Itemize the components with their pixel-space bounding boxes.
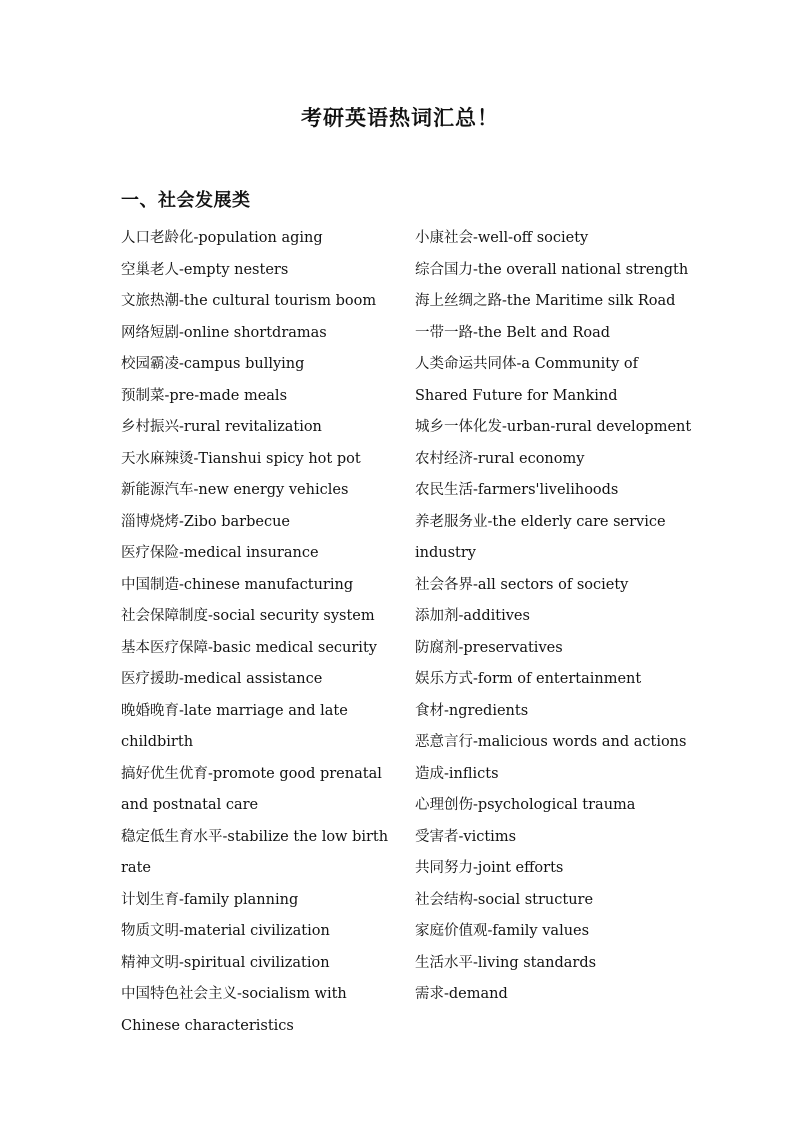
term-line: 社会各界-all sectors of society — [415, 576, 629, 593]
term-line: 晚婚晚育-late marriage and late — [121, 702, 348, 719]
term-line: 网络短剧-online shortdramas — [121, 324, 327, 341]
term-line: 心理创伤-psychological trauma — [415, 797, 636, 813]
term-line: 农民生活-farmers'livelihoods — [415, 482, 619, 498]
page-title: 考研英语热词汇总！ — [301, 105, 499, 130]
term-line: 物质文明-material civilization — [121, 923, 330, 939]
term-line: 中国特色社会主义-socialism with — [121, 986, 347, 1002]
term-line: 一带一路-the Belt and Road — [415, 324, 611, 341]
term-line: 添加剂-additives — [415, 608, 530, 624]
term-line: industry — [415, 545, 476, 561]
term-line: 空巢老人-empty nesters — [121, 261, 289, 278]
left-term-column — [121, 223, 396, 1042]
term-line: 淄博烧烤-Zibo barbecue — [121, 513, 290, 530]
term-line: 计划生育-family planning — [121, 891, 299, 908]
term-line: rate — [121, 860, 151, 876]
term-line: 精神文明-spiritual civilization — [121, 954, 330, 971]
term-line: 受害者-victims — [415, 828, 517, 845]
term-line: 社会结构-social structure — [415, 891, 594, 908]
term-line: 乡村振兴-rural revitalization — [121, 419, 322, 435]
term-line: 文旅热潮-the cultural tourism boom — [121, 293, 377, 309]
term-line: Chinese characteristics — [121, 1017, 294, 1034]
term-line: 校园霸凌-campus bullying — [121, 356, 305, 372]
term-line: 食材-ngredients — [415, 702, 529, 719]
term-line: 生活水平-living standards — [415, 954, 597, 971]
section-heading: 一、社会发展类 — [121, 190, 251, 211]
right-term-column — [415, 223, 705, 1011]
term-line: 需求-demand — [415, 986, 508, 1002]
term-line: 恶意言行-malicious words and actions — [415, 734, 687, 750]
term-line: 防腐剂-preservatives — [415, 639, 563, 656]
term-line: 社会保障制度-social security system — [121, 608, 375, 624]
term-line: 城乡一体化发-urban-rural development — [415, 419, 692, 435]
term-line: 综合国力-the overall national strength — [415, 261, 689, 278]
term-line: 娱乐方式-form of entertainment — [415, 671, 642, 687]
term-line: 医疗援助-medical assistance — [121, 671, 323, 687]
term-line: Shared Future for Mankind — [415, 387, 618, 404]
term-line: childbirth — [121, 734, 194, 750]
term-line: 人口老龄化-population aging — [121, 230, 323, 246]
term-line: 造成-inflicts — [415, 765, 499, 782]
term-line: 中国制造-chinese manufacturing — [121, 576, 354, 593]
term-line: 基本医疗保障-basic medical security — [121, 639, 377, 656]
term-line: 搞好优生优育-promote good prenatal — [121, 765, 382, 782]
term-line: 共同努力-joint efforts — [415, 860, 564, 876]
term-line: 养老服务业-the elderly care service — [415, 513, 666, 530]
term-line: and postnatal care — [121, 797, 259, 813]
term-line: 医疗保险-medical insurance — [121, 545, 319, 561]
term-line: 人类命运共同体-a Community of — [415, 356, 639, 372]
term-line: 预制菜-pre-made meals — [121, 387, 288, 404]
term-line: 稳定低生育水平-stabilize the low birth — [121, 828, 389, 845]
term-line: 海上丝绸之路-the Maritime silk Road — [415, 293, 676, 309]
term-line: 新能源汽车-new energy vehicles — [121, 482, 349, 498]
term-line: 农村经济-rural economy — [415, 450, 585, 467]
term-line: 天水麻辣烫-Tianshui spicy hot pot — [121, 450, 361, 467]
term-line: 小康社会-well-off society — [415, 230, 589, 246]
term-line: 家庭价值观-family values — [415, 923, 590, 939]
